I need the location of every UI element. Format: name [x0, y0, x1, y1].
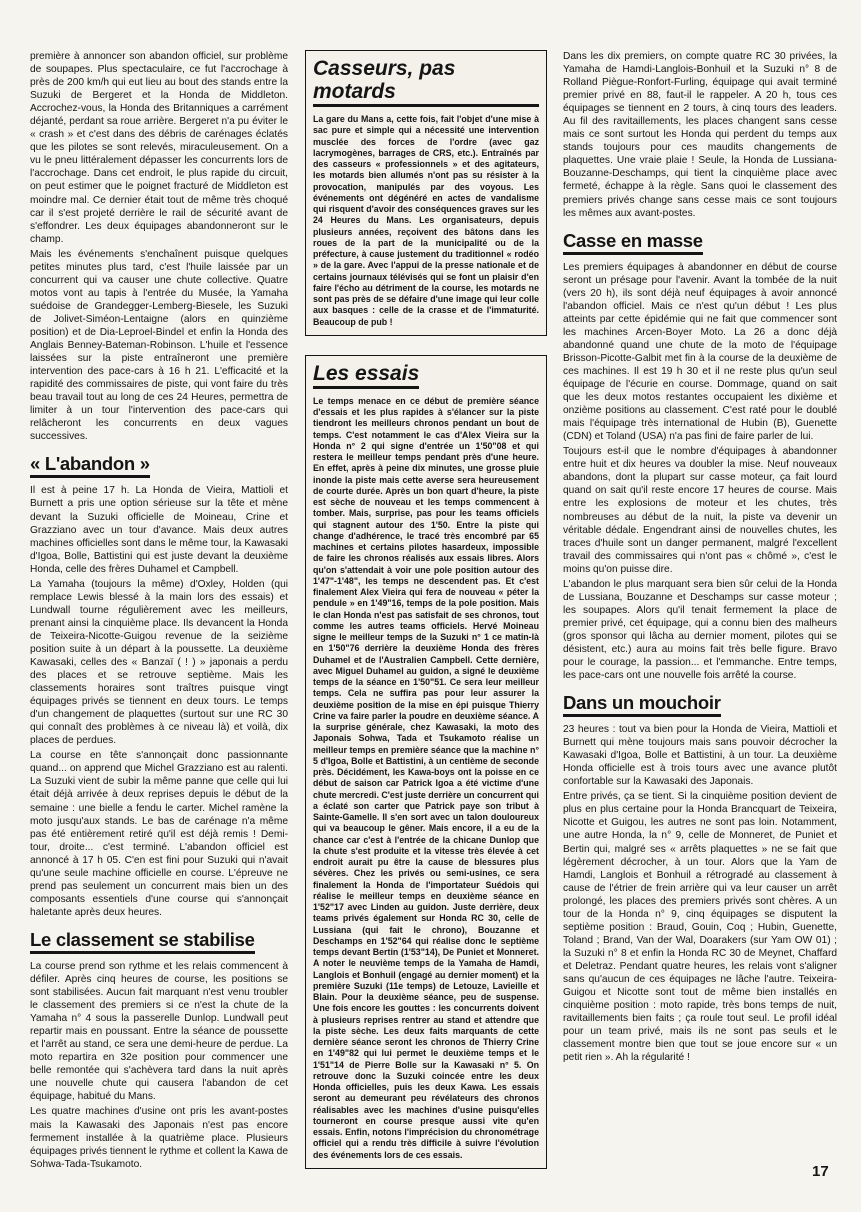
section-heading-abandon: « L'abandon »	[30, 453, 150, 478]
sidebar-box-casseurs	[305, 50, 547, 336]
column-left	[30, 50, 288, 1173]
box-text: Le temps menace en ce début de première séance d'essais et les plus rapides à s'élancer sur la piste tiendront les meilleurs chronos pendant un bout de temps. C'est notamment le cas d'Alex Vieira sur la Honda n° 2 qui signe d'entrée un 1'50"08 et qui restera le meilleur temps pendant près d'une heure. En effet, après à peine dix minutes, une grosse pluie inonde la piste mais cette averse sera heureusement de courte durée. Après un bon quart d'heure, la piste est sèche de nouveau et les temps commencent à tomber. Mais, surprise, pas pour les teams officiels qui stagnent autour des 1'50. Entre la piste qui change d'adhérence, le tracé très encombré par 65 machines et certains pilotes hasardeux, impossible de faire les chronos réalisés aux essais libres. Alors qu'on s'attendait à voir une pole position autour des 1'47"-1'48", les temps ne descendent pas. Et c'est finalement Alex Vieira qui fera de nouveau « péter la pendule » en 1'49"16, temps de la pole position. Mais le clan Honda n'est pas satisfait de ses chronos, tout comme les autres teams officiels. Hervé Moineau signe le meilleur temps de la Suzuki n° 1 ce matin-là en 1'50"76 derrière la deuxième Honda des frères Duhamel et de l'Australien Campbell. Cette dernière, avec Miguel Duhamel au guidon, a signé le deuxième temps de la séance en 1'50"51. Ce sera leur meilleur temps. Cela ne suffira pas pour leur assurer la deuxième position de la mise en épi puisque Thierry Crine va faire parler la poudre en deuxième séance. A la surprise générale, chez Kawasaki, la moto des Japonais Sohwa, Tada et Tsukamoto réalise un meilleur temps en première séance que la machine n° 5 d'Igoa, Bolle et Battistini, à un centième de seconde près. Décidément, les Kawa-boys ont la poisse en ce début de saison car Patrick Igoa a été victime d'une chute mercredi. C'est juste derrière un concurrent qui a éclaté son carter que Patrick paye son tribut à Sainte-Gamelle. Il s'en sort avec un talon douloureux qui va beaucoup le gêner. Mais encore, il a eu de la chance car c'est à l'entrée de la chicane Dunlop que la chute s'est produite et la vitesse très élevée à cet endroit aurait pu être la cause de blessures plus sévères. Chez les privés ou semi-usines, ce sera finalement la Honda de l'importateur Suédois qui réalise le meilleur temps en deuxième séance en 1'52"17 avec Linden au guidon. Juste derrière, deux teams privés également sur Honda RC 30, celle de Lussiana (qui fait le chrono), Bouzanne et Deschamps en 1'52"64 qui réalise donc le septième temps devant Bertin (1'53"14), De Puniet et Monneret. A noter le neuvième temps de la Yamaha de Hamdi, Langlois et Bonhuil (engagé au dernier moment) et la première Suzuki (11e temps) de Letouze, Lavieille et Blain. Pour la deuxième séance, peu de suspense. Une fois encore les gouttes : les concurrents doivent à plusieurs reprises rentrer au stand et attendre que la piste sèche. Les deux faits marquants de cette dernière séance seront les chronos de Thierry Crine en 1'49"82 qui lui permet le deuxième temps et le 1'51"14 de Pierre Bolle sur la Kawasaki n° 5. On retrouve donc la Suzuki coincée entre les deux Honda officielles, puis les deux Kawa. Les essais seront au demeurant peu révélateurs des chronos réalisables avec les machines d'usine puisqu'elles tourneront en course presque aussi vite qu'en essais. Enfin, notons l'imprécision du chronométrage officiel qui a rendu très difficile à suivre l'évolution des événements lors de ces essais.	[313, 395, 539, 1160]
article-paragraph: Mais les événements s'enchaînent puisque quelques petites minutes plus tard, c'est l'huile laissée par un concurrent qui va causer une chute collective. Quatre motos vont au tapis à l'entrée du Musée, la Yamaha suédoise de Grandegger-Lemberg-Biesele, les Suzuki de Jolivet-Siméon-Lentaigne (alors en quinzième position) et de Dia-Leproel-Bindel et enfin la Honda des Anglais Benney-Bateman-Robinson. L'huile et l'essence laissées sur la piste entraîneront une première intervention des pace-cars à 16 h 21. L'efficacité et la rapidité des commissaires de piste, qui vont faire du très beau travail tout au long de ces 24 Heures, permettra de limiter à un tour l'intervention des pace-cars qui relâcheront les concurrents en deux vagues successives.	[30, 248, 288, 443]
page-number: 17	[812, 1163, 829, 1180]
article-paragraph: Toujours est-il que le nombre d'équipages à abandonner entre huit et dix heures va doubler la mise. Neuf nouveaux abandons, dont la plupart sur casse moteur, ça fait lourd quand on sait qu'il reste encore 17 heures de course. Mais entre les explosions de moteur et les chutes, très nombreuses au début de la nuit, la piste va devenir un véritable dédale. Engendrant ainsi de nouvelles chutes, les traces d'huile sont un danger permanent, malgré l'excellent travail des commissaires qui n'ont pas « chômé », c'est le moins qu'on puisse dire.	[563, 446, 837, 575]
section-heading-classement: Le classement se stabilise	[30, 929, 255, 954]
box-title-casseurs: Casseurs, pas motards	[313, 57, 539, 107]
article-paragraph: La course en tête s'annonçait donc passionnante quand... on apprend que Michel Grazziano est au ralenti. La Suzuki vient de subir la même panne que celle qui lui était déjà arrivée à deux reprises depuis le début de la semaine : une bielle a fendu le carter. Michel ramène la moto jusqu'aux stands. Le bas de carénage n'a même pas été entièrement retiré qu'il est déjà remis ! Demi-tour, droite... c'est terminé. L'abandon officiel est annoncé à 17 h 05. C'en est fini pour Suzuki qui n'avait qu'une seule machine officielle en course. L'épreuve ne prend pas seulement un concurrent mais bien un des composants essentiels d'une course qui s'annonçait haletante après deux heures.	[30, 750, 288, 918]
article-paragraph: Dans les dix premiers, on compte quatre RC 30 privées, la Yamaha de Hamdi-Langlois-Bonhuil et la Suzuki n° 8 de Rolland Piègue-Ronfort-Furling, équipage qui avait terminé premier privé en 88, faut-il le rappeler. A 20 h, tous ces équipages se tiennent en 2 tours, à cinq tours des leaders. Au fil des ravitaillements, les places changent sans cesse mais ce sont surtout les Honda qui perdent du temps aux stands toujours pour ces maudits changements de plaquettes. Une vraie plaie ! Seule, la Honda de Lussiana-Bouzanne-Deschamps, qui tient la cinquième place avec fermeté, échappe à la règle. Sans quoi le classement des premiers privés change sans cesse mais ce sont toujours les mêmes aux avant-postes.	[563, 51, 837, 219]
article-paragraph: L'abandon le plus marquant sera bien sûr celui de la Honda de Lussiana, Bouzanne et Deschamps sur casse moteur ; les soupapes. Alors qu'il tenait fermement la place de premier privé, cet équipage, qui a connu bien des malheurs (gros sponsor qui lâcha au dernier moment, pilotes qui se désistent, etc.) aura au moins fait très belle figure. Bravo pour le courage, la passion... et l'emmanche. Entre temps, les pace-cars ont une nouvelle fois arrêté la course.	[563, 578, 837, 682]
section-heading-mouchoir: Dans un mouchoir	[563, 692, 721, 717]
column-middle	[305, 50, 547, 1169]
column-right	[563, 50, 837, 1066]
article-paragraph: La course prend son rythme et les relais commencent à défiler. Après cinq heures de course, les positions se sont stabilisées. Aucun fait marquant n'est venu troubler le classement des premiers si ce n'est la chute de la Yamaha n° 4 sous la passerelle Dunlop. Lundwall peut repartir mais en poussant. Entre la séance de poussette et l'arrêt au stand, ce sera une demi-heure de perdue. La moto repartira en 32e position pour commencer une belle remontée qui s'achèvera tard dans la nuit après une nouvelle chute qui causera l'abandon de cet équipage, habitué du Mans.	[30, 960, 288, 1103]
article-paragraph: première à annoncer son abandon officiel, sur problème de soupapes. Plus spectaculaire, ce fut l'accrochage à près de 200 km/h qui eut lieu au bout des stands entre la Suzuki de Bergeret et la Honda de Middleton. Accrochez-vous, la Honda des Britanniques a carrément déjanté, perdant sa roue arrière. Bergeret n'a pu éviter le « crash » et c'est dans des débris de carénages éclatés que les pilotes se sont relevés, miraculeusement. On a vu le pneu littéralement dépasser les concurrents lors de l'accrochage. Dans cet endroit, le plus rapide du circuit, on peut estimer que le poignet fracturé de Middleton est moindre mal. Ce dernier était tout de même très choqué car il s'est projeté derrière le rail de sécurité avant de s'effondrer. Les deux équipages abandonneront sur le champ.	[30, 51, 288, 245]
box-text: La gare du Mans a, cette fois, fait l'objet d'une mise à sac pure et simple qui a nécessité une intervention musclée des forces de l'ordre (avec gaz lacrymogènes, barrages de CRS, etc.). Entraînés par des casseurs « professionnels » et des agitateurs, les motards bien allumés n'ont pas su résister à la provocation, manipulés par des voyous. Les événements ont dégénéré en actes de vandalisme qui risquent d'avoir des conséquences graves sur les 24 Heures du Mans. Les organisateurs, depuis plusieurs années, reçoivent des bâtons dans les roues de la part de la municipalité ou de la préfecture, à cause justement du traditionnel « rodéo » de la gare. Avec l'appui de la presse nationale et de certains journaux télévisés qui se font un plaisir d'en faire l'écho au détriment de la course, les motards ne sont pas près de se défaire d'une image qui leur colle aux basques : celle de la crasse et de l'immaturité. Beaucoup de pub !	[313, 114, 539, 327]
sidebar-box-essais	[305, 355, 547, 1169]
article-paragraph: Les quatre machines d'usine ont pris les avant-postes mais la Kawasaki des Japonais n'est pas encore fermement installée à la quatrième place. Plusieurs équipages privés tiennent le rythme et collent la Kawa de Sohwa-Tada-Tsukamoto.	[30, 1106, 288, 1170]
section-heading-casse: Casse en masse	[563, 230, 703, 255]
article-paragraph: Les premiers équipages à abandonner en début de course seront un présage pour l'avenir. Avant la tombée de la nuit (vers 20 h), ils sont déjà neuf équipages à avoir annoncé l'abandon officiel. Mais ce n'est qu'un début ! Les plus atteints par cette épidémie qui ne fait que commencer sont les machines Arcen-Boyer Moto. La 26 a donc déjà abandonné quand une chute de la moto de l'équipage Brisson-Picotte-Galbit met fin à la course de la deuxième de ces machines. Il est 19 h 30 et il ne reste plus qu'un seul équipage de l'écurie en course. Dommage, quand on sait que les deux motos restantes occupaient les dixième et onzième positions au classement. C'est raté pour le doublé mais l'équipage très international de Hubin (B), Guenette (CDN) et Toland (USA) n'a pas fini de faire parler de lui.	[563, 261, 837, 443]
article-paragraph: 23 heures : tout va bien pour la Honda de Vieira, Mattioli et Burnett qui mène toujours mais sans pouvoir décrocher la Kawasaki d'Igoa, Bolle et Battistini, à un tour. La deuxième Honda officielle est à trois tours avec une avance plutôt confortable sur la Kawasaki des Japonais.	[563, 724, 837, 788]
box-title-essais: Les essais	[313, 362, 419, 389]
article-paragraph: La Yamaha (toujours la même) d'Oxley, Holden (qui remplace Lewis blessé à la main lors des essais) et Lundwall tourne régulièrement avec les meilleurs, prenant ainsi la cinquième place. Ils devancent la Honda de Teixeira-Nicotte-Guigou revenue de la seizième position suite à un départ à la poussette. La deuxième Kawasaki, celles des « Banzaï ( ! ) » japonais a perdu des places et se retrouve septième. Mais les classements horaires sont traîtres puisque vingt équipages privés se tiennent en deux tours. Le temps d'un changement de plaquettes (surtout sur une RC 30 qui connaît des problèmes à ce niveau là) et voilà, dix places de perdues.	[30, 578, 288, 747]
article-paragraph: Il est à peine 17 h. La Honda de Vieira, Mattioli et Burnett a pris une option sérieuse sur la tête et mène devant la Suzuki officielle de Moineau, Crine et Grazziano avec un tour d'avance. Mais deux autres machines officielles sont dans le même tour, la Kawasaki d'Igoa, Bolle, Battistini qui est juste devant la deuxième Honda, celle des frères Duhamel et Campbell.	[30, 485, 288, 575]
article-paragraph: Entre privés, ça se tient. Si la cinquième position devient de plus en plus certaine pour la Honda Brancquart de Teixeira, Nicotte et Guigou, les autres ne sont pas loin. Notamment, une autre Honda, la n° 9, celle de Monneret, de Puniet et Bertin qui, malgré ses « arrêts plaquettes » ne se fait que légèrement décrocher, à un tour. Alors que la Yam de Hamdi, Langlois et Bonhuil a rétrogradé au classement à cause de l'étrier de frein arrière qui va leur causer un arrêt prolongé, les places des premiers privés sont chères. A un tour de la Honda n° 9, cinq équipages se disputent la septième position : Braud, Gouin, Coq ; Hubin, Guenette, Toland ; Brand, Van der Wal, Doarakers (sur Yam OW 01) ; la Suzuki n° 8 et enfin la Honda RC 30 de Meynet, Chaffard et Deletraz. Pendant quatre heures, les relais vont s'aligner sans qu'aucun de ces équipages ne lâche l'autre. Teixeira-Guigou et Nicotte sont tout de même bien installés en cinquième position : moto rapide, très bons temps de nuit, ravitaillements bien faits ; ça roule tout seul. Le profil idéal pour un team privé, mais ils ne sont pas seuls et le classement montre bien que tout se joue encore sur « un petit rien ». Ah la régularité !	[563, 791, 837, 1064]
